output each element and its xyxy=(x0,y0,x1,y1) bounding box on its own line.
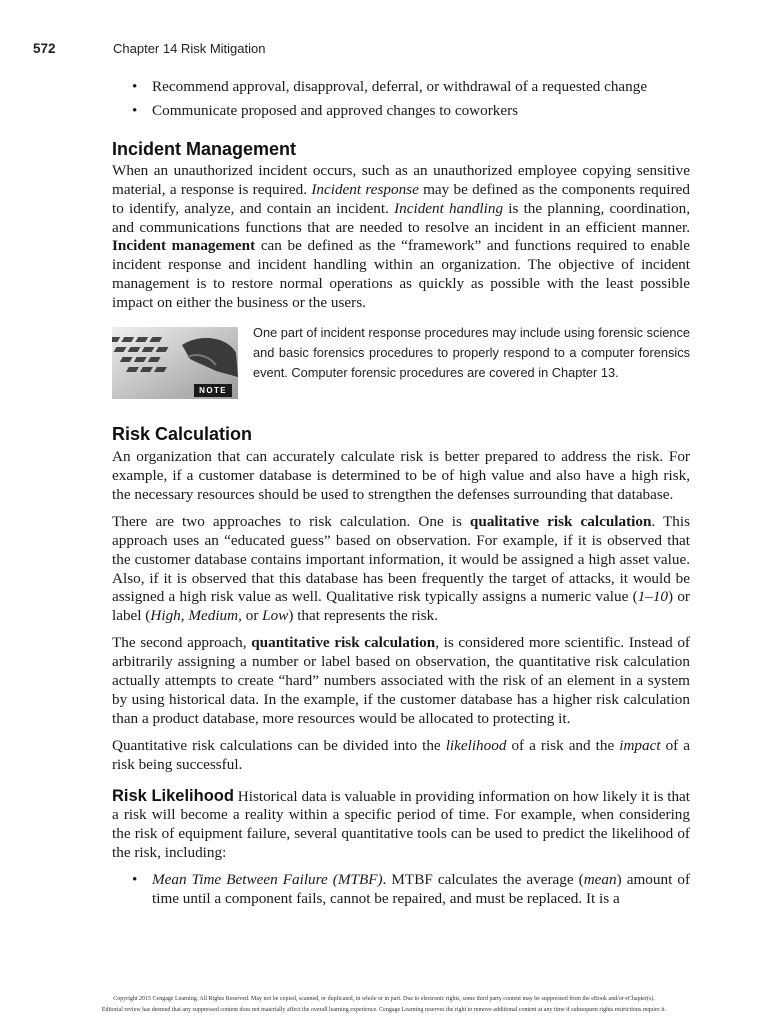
page-body xyxy=(112,78,690,909)
section-heading-incident-management: Incident Management xyxy=(112,138,297,159)
page-number: 572 xyxy=(33,41,56,56)
run-in-heading-risk-likelihood: Risk Likelihood xyxy=(112,786,234,805)
chapter-title: Chapter 14 Risk Mitigation xyxy=(113,41,266,56)
paragraph-qualitative: There are two approaches to risk calculation. One is qualitative risk calculation. This approach uses an “educated guess” based on observation. For example, if it is observed that the customer database contains important information, it would be assigned a high asset value. Also, if it is observed that this database has been frequently the target of attacks, it would be assigned a high risk value as well. Qualitative risk typically assigns a numeric value (1–10) or label (High, Medium, or Low) that represents the risk. xyxy=(112,512,690,625)
copyright-line-1: Copyright 2015 Cengage Learning. All Rights Reserved. May not be copied, scanned, or duplicated, in whole or in part. Due to electronic rights, some third party content may be suppressed from the eBook and/or eChapter(s). xyxy=(113,996,655,1002)
top-bullet-list xyxy=(112,78,690,121)
section-heading-risk-calculation: Risk Calculation xyxy=(112,424,253,445)
running-head xyxy=(33,41,265,56)
paragraph-quantitative: The second approach, quantitative risk calculation, is considered more scientific. Instead of arbitrarily assigning a number or label based on observation, the quantitative risk calculation actually attempts to create “hard” numbers associated with the risk of an element in a system by using historical data. In the example, if the customer database has a higher risk calculation than a product database, more resources would be allocated to protecting it. xyxy=(112,634,690,727)
copyright-line-2: Editorial review has deemed that any suppressed content does not materially affect the overall learning experience. Cengage Learning reserves the right to remove additional content at any time if subsequent rights restrictions require it. xyxy=(101,1007,667,1013)
list-item: • Mean Time Between Failure (MTBF). MTBF calculates the average (mean) amount of time until a component fails, cannot be repaired, and must be replaced. It is a xyxy=(132,871,691,908)
likelihood-bullet-list xyxy=(112,871,690,909)
note-badge: NOTE xyxy=(194,384,232,397)
list-item: • Recommend approval, disapproval, deferral, or withdrawal of a requested change xyxy=(132,78,648,95)
list-item: • Communicate proposed and approved changes to coworkers xyxy=(132,101,519,119)
paragraph-risk-intro: An organization that can accurately calculate risk is better prepared to address the risk. For example, if a customer database is determined to be of high value and also have a high risk, the necessary resources should be used to strengthen the defenses surrounding that database. xyxy=(112,448,690,503)
note-box xyxy=(112,327,690,399)
note-text: One part of incident response procedures may include using forensic science and basic forensics procedures to properly respond to a computer forensics event. Computer forensic procedures are covered in Chapter 13. xyxy=(253,325,690,381)
note-image xyxy=(112,327,238,399)
paragraph-likelihood-impact: Quantitative risk calculations can be divided into the likelihood of a risk and the impact of a risk being successful. xyxy=(112,736,690,773)
paragraph-risk-likelihood: Risk Likelihood Historical data is valuable in providing information on how likely it is that a risk will become a reality within a specific period of time. For example, when considering the risk of equipment failure, several quantitative tools can be used to predict the likelihood of the risk, including: xyxy=(112,786,691,862)
paragraph-incident: When an unauthorized incident occurs, such as an unauthorized employee copying sensitive material, a response is required. Incident response may be defined as the components required to identify, analyze, and contain an incident. Incident handling is the planning, coordination, and communications functions that are needed to resolve an incident in an efficient manner. Incident management can be defined as the “framework” and functions required to enable incident response and incident handling within an organization. The objective of incident management is to restore normal operations as quickly as possible with the least possible impact on either the business or the users. xyxy=(112,161,691,312)
